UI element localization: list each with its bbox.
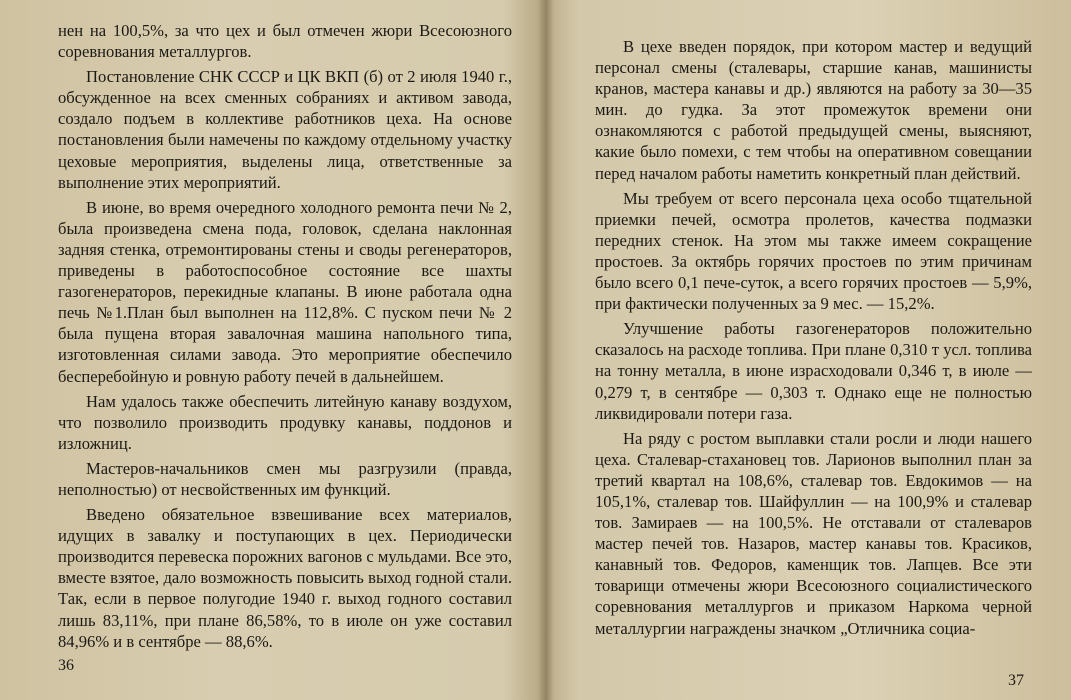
right-page — [545, 0, 1071, 700]
paragraph: Мастеров-начальников смен мы разгрузили (правда, неполностью) от несвойственных им функций. — [58, 458, 512, 499]
paragraph: Постановление СНК СССР и ЦК ВКП (б) от 2 июля 1940 г., обсужденное на всех сменных собраниях и активом завода, создало подъем в коллективе работников цеха. На основе постановления были намечены по каждому отдельному участку цеховые мероприятия, выделены лица, ответственные за выполнение этих мероприятий. — [58, 67, 512, 192]
paragraph: Введено обязательное взвешивание всех материалов, идущих в завалку и поступающих в цех. Периодически производится перевеска порожних вагонов с мульдами. Все это, вместе взятое, дало возможность повысить выход годной стали. Так, если в первое полугодие 1940 г. выход годного составил лишь 83,11%, при плане 86,58%, то в июле он уже составил 84,96% и в сентябре — 88,6%. — [58, 505, 513, 651]
page-number: 37 — [1008, 672, 1024, 689]
left-page-text — [58, 20, 512, 652]
page-number: 36 — [58, 657, 74, 674]
paragraph: Нам удалось также обеспечить литейную канаву воздухом, что позволило производить продувку канавы, поддонов и изложниц. — [58, 391, 512, 453]
right-page-text — [595, 36, 1032, 639]
paragraph: На ряду с ростом выплавки стали росли и люди нашего цеха. Сталевар-стахановец тов. Ларионов выполнил план за третий квартал на 108,6%, сталевар тов. Евдокимов — на 105,1%, сталевар тов. Шайфуллин — на 100,9% и сталевар тов. Замираев — на 100,5%. Не отставали от сталеваров мастер печей тов. Назаров, мастер канавы тов. Красиков, канавный тов. Федоров, каменщик тов. Лапцев. Все эти товарищи отмечены жюри Всесоюзного социалистического соревнования металлургов и приказом Наркома черной металлургии награждены значком „Отличника социа- — [595, 428, 1032, 638]
paragraph: нен на 100,5%, за что цех и был отмечен жюри Всесоюзного соревнования металлургов. — [58, 21, 512, 62]
paragraph: Улучшение работы газогенераторов положительно сказалось на расходе топлива. При плане 0,310 т усл. топлива на тонну металла, в июне израсходовали 0,346 т, в июле — 0,279 т, в сентябре — 0,303 т. Однако еще не полностью ликвидировали потери газа. — [595, 319, 1032, 423]
paragraph: В июне, во время очередного холодного ремонта печи № 2, была произведена смена пода, головок, сделана наклонная задняя стенка, отремонтированы стены и своды регенераторов, приведены в работоспособное состояние все шахты газогенераторов, перекидные клапаны. В июне работала одна печь №1.План был выполнен на 112,8%. С пуском печи № 2 была пущена вторая завалочная машина напольного типа, изготовленная силами завода. Это мероприятие обеспечило бесперебойную и ровную работу печей в дальнейшем. — [58, 197, 512, 386]
paragraph: Мы требуем от всего персонала цеха особо тщательной приемки печей, осмотра пролетов, качества подмазки передних стенок. На этом мы также имеем сокращение простоев. За октябрь горячих простоев по этим причинам было всего 0,1 пече-суток, а всего горячих простоев — 5,9%, при фактически полученных за 9 мес. — 15,2%. — [595, 188, 1032, 314]
paragraph: В цехе введен порядок, при котором мастер и ведущий персонал смены (сталевары, старшие канав, машинисты кранов, мастера канавы и др.) являются на работу за 30—35 мин. до гудка. За этот промежуток времени они ознакомляются с работой предыдущей смены, выясняют, какие было помехи, с тем чтобы на оперативном совещании перед началом работы наметить конкретный план действий. — [595, 37, 1032, 183]
